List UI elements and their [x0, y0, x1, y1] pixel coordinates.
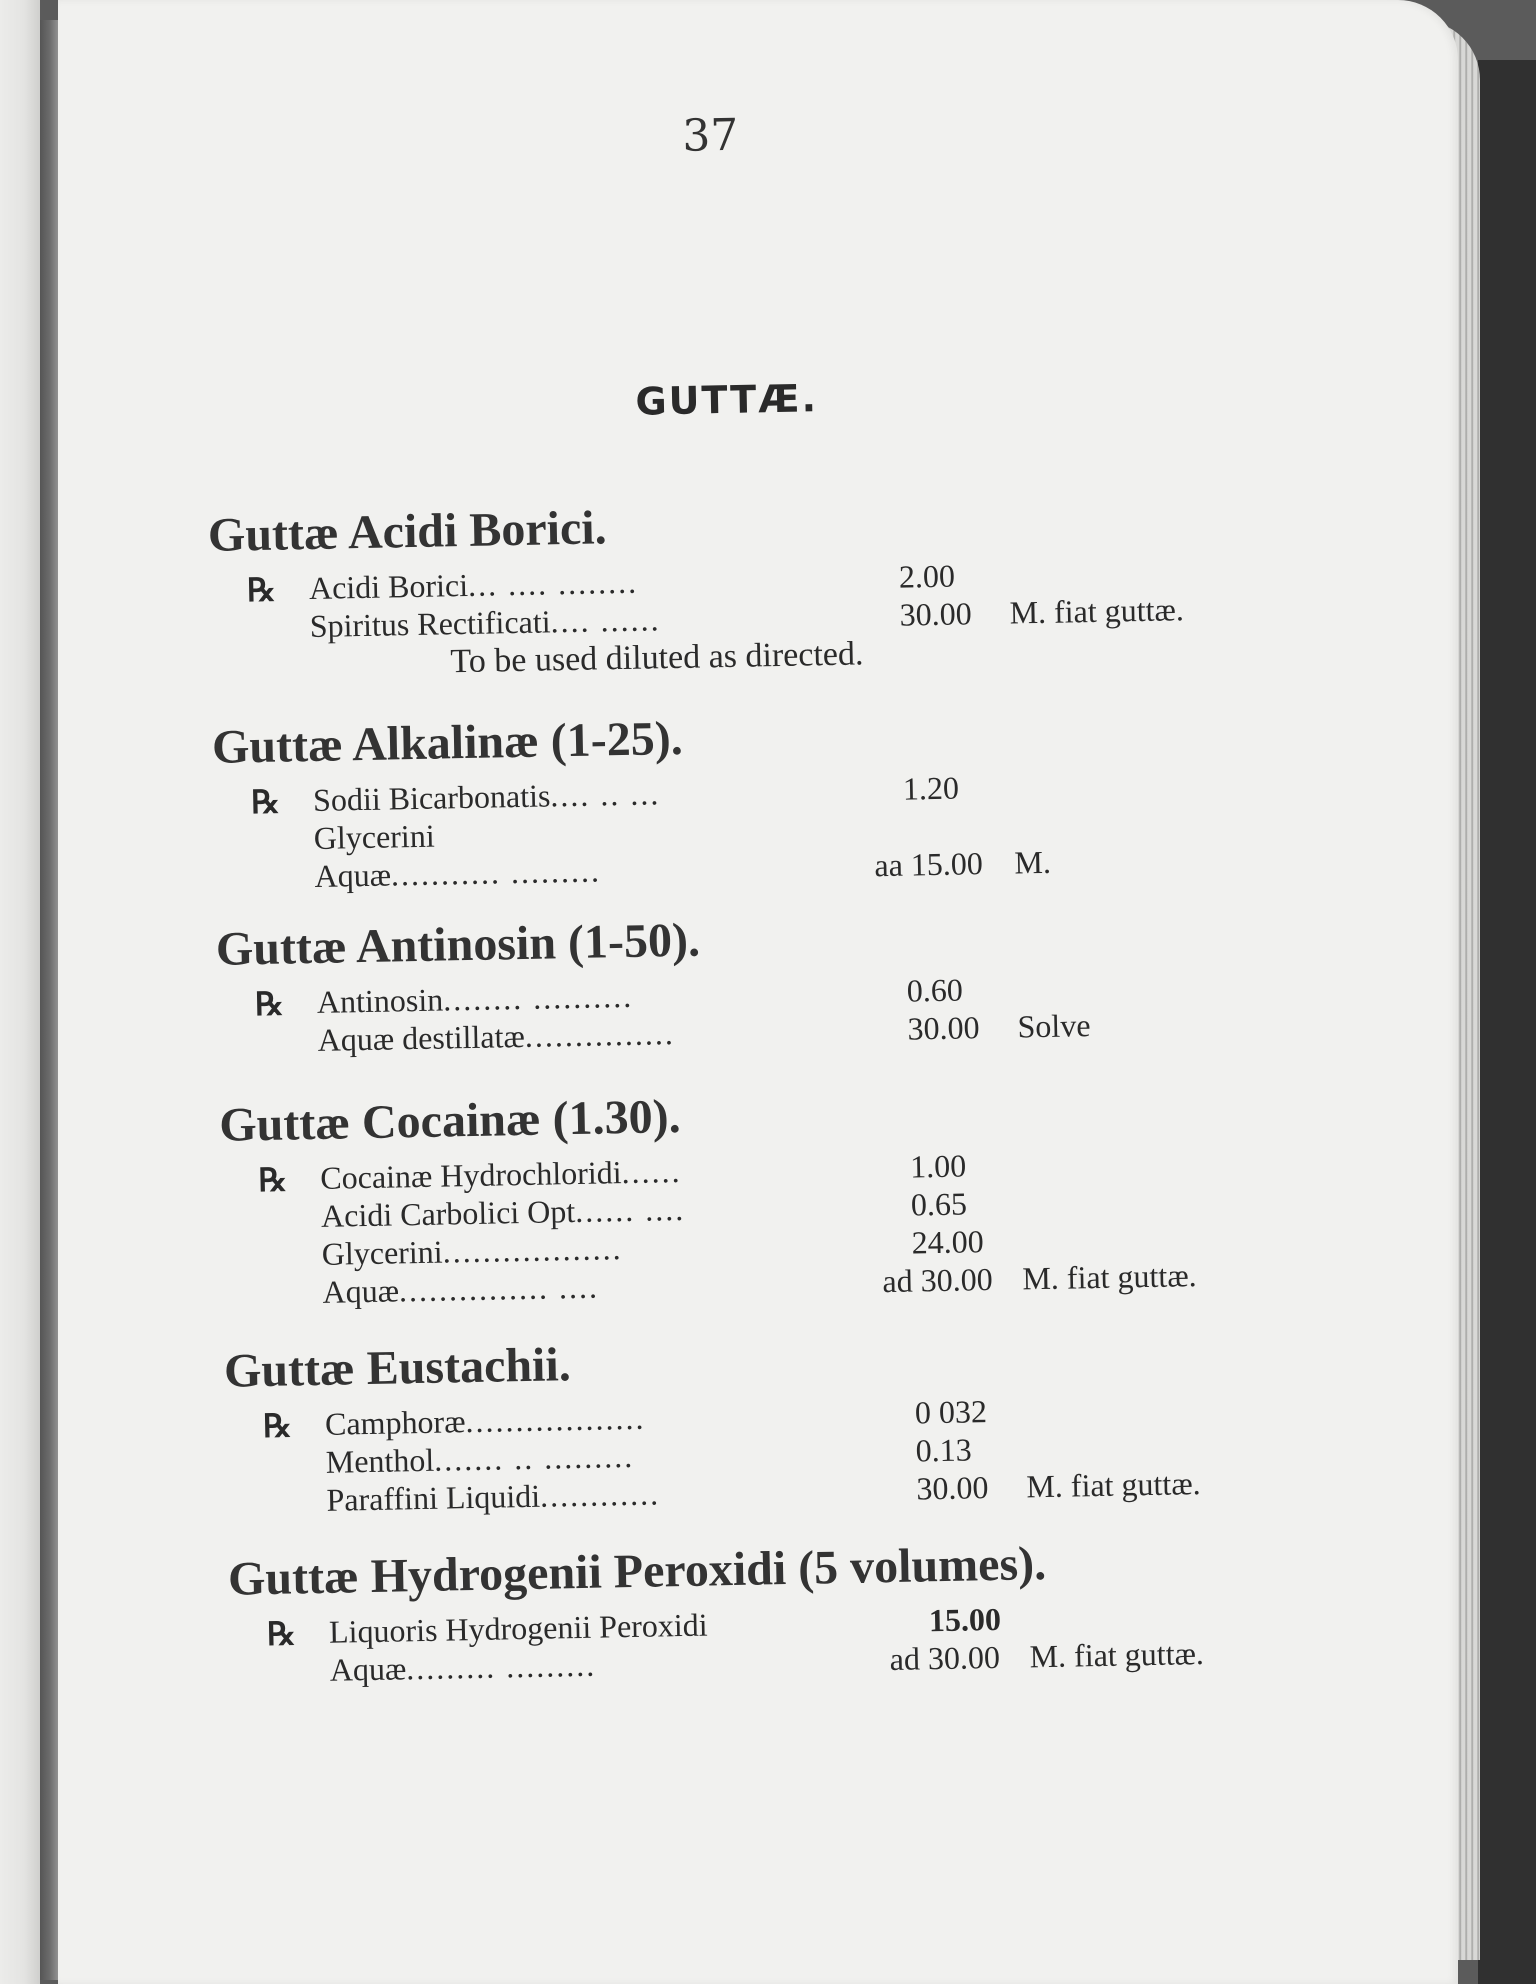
- page-number: 37: [681, 109, 739, 162]
- ingredient-name: Acidi Borici: [308, 566, 469, 606]
- ingredient-text: [321, 1230, 622, 1273]
- ingredient-text: [317, 1015, 675, 1059]
- ingredient-name: Liquoris Hydrogenii Peroxidi: [328, 1606, 708, 1650]
- section-alkalinae: [212, 702, 1355, 898]
- leader-dots: .... ......: [550, 601, 661, 640]
- ingredient-name: Glycerini: [321, 1233, 443, 1272]
- ingredient-name: Menthol: [325, 1441, 435, 1480]
- leader-dots: ............... ....: [398, 1268, 600, 1309]
- previous-page-edge: [0, 0, 40, 1984]
- leader-dots: ..................: [465, 1399, 646, 1440]
- ingredient-name: Spiritus Rectificati: [309, 603, 551, 644]
- section-hydrogenii-peroxidi: [228, 1534, 1370, 1692]
- ingredient-text: [313, 775, 661, 819]
- background-shadow: [1478, 60, 1536, 1984]
- section-title: Guttæ Eustachii.: [223, 1338, 572, 1398]
- ingredient-name: Sodii Bicarbonatis: [312, 777, 551, 818]
- ingredient-quantity: 30.00: [907, 1009, 980, 1047]
- leader-dots: ... .... ........: [467, 563, 639, 603]
- ingredient-note: M. fiat guttæ.: [1029, 1635, 1205, 1675]
- ingredient-text: [313, 818, 435, 857]
- ingredient-note: Solve: [1017, 1007, 1091, 1045]
- ingredient-name: Antinosin: [316, 981, 444, 1020]
- ingredient-quantity: 0 032: [914, 1393, 988, 1431]
- ingredient-quantity: 24.00: [911, 1223, 985, 1261]
- ingredient-name: Acidi Carbolici Opt: [320, 1193, 576, 1234]
- section-title: Guttæ Cocainæ (1.30).: [218, 1089, 682, 1152]
- ingredient-name: Aquæ: [322, 1272, 400, 1310]
- ingredient-name: Camphoræ: [324, 1403, 466, 1442]
- leader-dots: ......... .........: [405, 1646, 597, 1687]
- section-eustachii: [224, 1326, 1367, 1522]
- ingredient-text: [325, 1438, 634, 1481]
- leader-dots: ..................: [442, 1230, 623, 1270]
- leader-dots: ...............: [524, 1015, 676, 1054]
- section-cocainae: [219, 1080, 1363, 1314]
- leader-dots: ...... ....: [574, 1190, 686, 1229]
- ingredient-text: [321, 1191, 686, 1235]
- ingredient-text: [309, 564, 639, 607]
- leader-dots: ........... .........: [390, 852, 602, 893]
- section-title: Guttæ Acidi Borici.: [207, 501, 608, 562]
- ingredient-name: Aquæ: [314, 856, 392, 894]
- ingredient-quantity: 0.60: [906, 971, 964, 1009]
- ingredient-name: Cocainæ Hydrochloridi: [319, 1154, 622, 1196]
- ingredient-name: Paraffini Liquidi: [326, 1477, 541, 1518]
- page-heading: GUTTÆ.: [635, 376, 819, 424]
- ingredient-quantity: ad 30.00: [882, 1261, 993, 1300]
- section-title: Guttæ Hydrogenii Peroxidi (5 volumes).: [227, 1537, 1047, 1606]
- leader-dots: ............: [539, 1475, 661, 1514]
- ingredient-text: [314, 852, 601, 894]
- ingredient-quantity: 30.00: [916, 1469, 989, 1507]
- ingredient-text: [322, 1269, 599, 1311]
- page-content: [200, 98, 1383, 1840]
- book-spine: [40, 20, 60, 1980]
- leader-dots: .... .. ...: [549, 775, 661, 814]
- section-antinosin: [215, 904, 1357, 1062]
- ingredient-text: [309, 601, 660, 645]
- ingredient-quantity: 30.00: [899, 595, 972, 633]
- ingredient-name: Glycerini: [313, 817, 435, 856]
- ingredient-note: M. fiat guttæ.: [1009, 591, 1185, 631]
- ingredient-quantity: 0.65: [910, 1185, 968, 1223]
- recipe-icon: ℞: [258, 1161, 288, 1199]
- ingredient-quantity: 2.00: [898, 557, 956, 595]
- ingredient-name: Aquæ destillatæ: [317, 1017, 526, 1058]
- leader-dots: ......: [621, 1152, 682, 1191]
- ingredient-note: M. fiat guttæ.: [1022, 1257, 1197, 1297]
- ingredient-quantity: aa 15.00: [874, 845, 984, 884]
- ingredient-text: [317, 978, 634, 1021]
- recipe-icon: ℞: [250, 783, 281, 821]
- ingredient-text: [320, 1153, 682, 1197]
- ingredient-text: [325, 1400, 646, 1443]
- ingredient-quantity: 15.00: [928, 1600, 1002, 1639]
- ingredient-note: M.: [1014, 843, 1052, 881]
- section-title: Guttæ Alkalinæ (1-25).: [211, 711, 684, 774]
- ingredient-text: [329, 1607, 708, 1651]
- leader-dots: ........ ..........: [442, 977, 634, 1018]
- recipe-icon: ℞: [266, 1615, 297, 1652]
- ingredient-quantity: ad 30.00: [889, 1638, 1001, 1678]
- ingredient-quantity: 0.13: [915, 1431, 973, 1469]
- recipe-icon: ℞: [262, 1407, 293, 1445]
- ingredient-name: Aquæ: [329, 1650, 407, 1688]
- instruction-text: To be used diluted as directed.: [450, 635, 864, 681]
- ingredient-text: [326, 1475, 660, 1518]
- recipe-icon: ℞: [254, 985, 285, 1023]
- ingredient-quantity: 1.00: [909, 1147, 967, 1185]
- ingredient-quantity: 1.20: [902, 769, 960, 807]
- section-acidi-borici: [208, 490, 1351, 686]
- section-title: Guttæ Antinosin (1-50).: [215, 913, 701, 976]
- leader-dots: ....... .. .........: [433, 1437, 635, 1478]
- ingredient-note: M. fiat guttæ.: [1026, 1465, 1201, 1505]
- ingredient-text: [329, 1647, 596, 1689]
- recipe-icon: ℞: [246, 571, 277, 609]
